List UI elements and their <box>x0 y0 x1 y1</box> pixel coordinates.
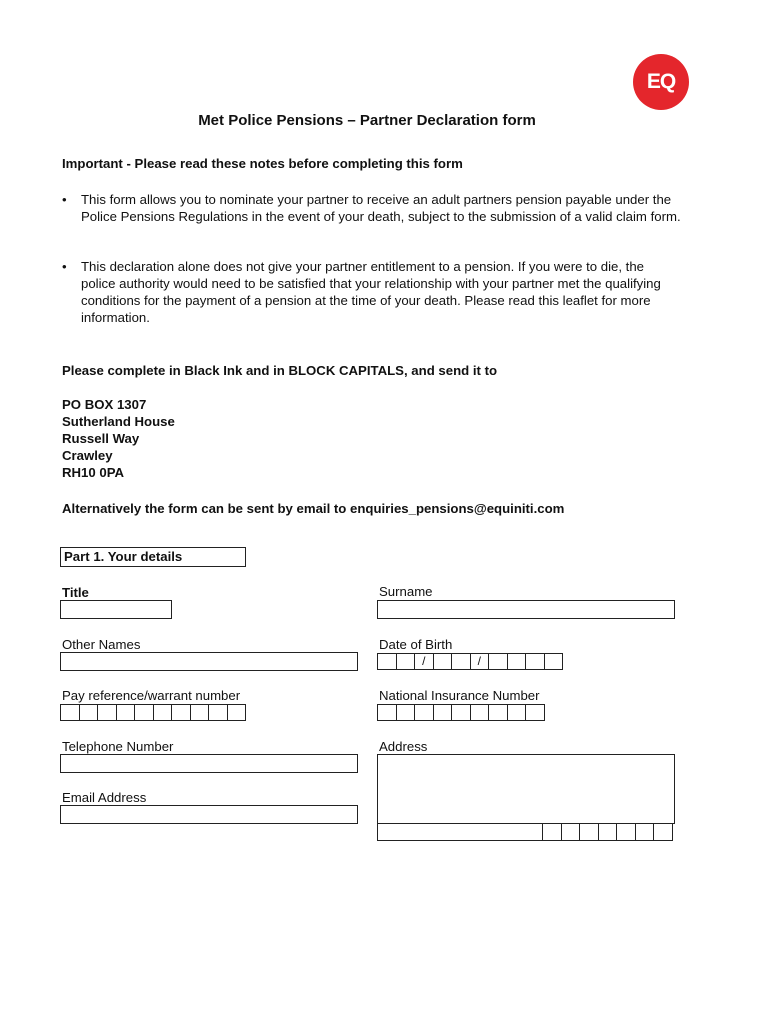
email-input[interactable] <box>60 805 358 824</box>
postcode-cell[interactable] <box>599 824 618 840</box>
title-input[interactable] <box>60 600 172 619</box>
pay-ref-cell[interactable] <box>61 705 80 720</box>
note-bullet-2 <box>62 258 672 328</box>
ni-cell[interactable] <box>434 705 453 720</box>
postcode-label-box <box>377 823 543 841</box>
address-line: Sutherland House <box>62 414 175 429</box>
dob-cell[interactable] <box>489 654 508 669</box>
ni-cell[interactable] <box>397 705 416 720</box>
surname-label: Surname <box>379 584 433 599</box>
other-names-input[interactable] <box>60 652 358 671</box>
address-line: Russell Way <box>62 431 140 446</box>
part1-heading: Part 1. Your details <box>60 547 246 567</box>
important-heading: Important - Please read these notes before completing this form <box>62 156 463 171</box>
address-line: PO BOX 1307 <box>62 397 147 412</box>
bullet-symbol: • <box>62 192 67 207</box>
dob-label: Date of Birth <box>379 637 453 652</box>
email-note: Alternatively the form can be sent by email to enquiries_pensions@equiniti.com <box>62 501 565 516</box>
pay-ref-label: Pay reference/warrant number <box>62 688 241 703</box>
ni-cell[interactable] <box>471 705 490 720</box>
note-text: This declaration alone does not give your partner entitlement to a pension. If you were to die, the police authority would need to be satisfied that your relationship with your partner met the qualifying conditions for the payment of a pension at the time of your death. Please read this leaflet for more information. <box>81 259 661 325</box>
ni-cell[interactable] <box>378 705 397 720</box>
dob-cell[interactable] <box>545 654 564 669</box>
address-line: RH10 0PA <box>62 465 125 480</box>
note-bullet-1 <box>62 191 681 243</box>
dob-separator: / <box>415 654 434 669</box>
dob-cell[interactable] <box>526 654 545 669</box>
form-title: Met Police Pensions – Partner Declaration form <box>198 112 536 129</box>
postcode-cell[interactable] <box>580 824 599 840</box>
instructions-text: Please complete in Black Ink and in BLOCK CAPITALS, and send it to <box>62 363 498 378</box>
address-input[interactable] <box>377 754 675 824</box>
dob-cell[interactable] <box>434 654 453 669</box>
other-names-label: Other Names <box>62 637 141 652</box>
telephone-input[interactable] <box>60 754 358 773</box>
pay-ref-cell[interactable] <box>209 705 228 720</box>
email-label: Email Address <box>62 790 147 805</box>
pay-ref-input[interactable] <box>60 704 246 721</box>
pay-ref-cell[interactable] <box>172 705 191 720</box>
ni-cell[interactable] <box>508 705 527 720</box>
pay-ref-cell[interactable] <box>80 705 99 720</box>
dob-input[interactable] <box>377 653 563 670</box>
title-label: Title <box>62 585 89 600</box>
bullet-symbol: • <box>62 259 67 274</box>
pay-ref-cell[interactable] <box>154 705 173 720</box>
dob-cell[interactable] <box>397 654 416 669</box>
note-text: This form allows you to nominate your partner to receive an adult partners pension payable under the Police Pensions Regulations in the event of your death, subject to the submission of a valid claim form. <box>81 192 681 224</box>
surname-input[interactable] <box>377 600 675 619</box>
telephone-label: Telephone Number <box>62 739 174 754</box>
address-line: Crawley <box>62 448 113 463</box>
ni-cell[interactable] <box>526 705 545 720</box>
equiniti-logo: EQ <box>633 54 689 110</box>
pay-ref-cell[interactable] <box>135 705 154 720</box>
dob-separator: / <box>471 654 490 669</box>
pay-ref-cell[interactable] <box>228 705 247 720</box>
ni-label: National Insurance Number <box>379 688 540 703</box>
dob-cell[interactable] <box>452 654 471 669</box>
ni-cell[interactable] <box>452 705 471 720</box>
ni-cell[interactable] <box>415 705 434 720</box>
postal-address <box>62 396 175 481</box>
ni-input[interactable] <box>377 704 545 721</box>
dob-cell[interactable] <box>508 654 527 669</box>
pay-ref-cell[interactable] <box>117 705 136 720</box>
pay-ref-cell[interactable] <box>191 705 210 720</box>
ni-cell[interactable] <box>489 705 508 720</box>
postcode-cell[interactable] <box>562 824 581 840</box>
dob-cell[interactable] <box>378 654 397 669</box>
postcode-cell[interactable] <box>617 824 636 840</box>
postcode-cell[interactable] <box>543 824 562 840</box>
address-label: Address <box>379 739 428 754</box>
pay-ref-cell[interactable] <box>98 705 117 720</box>
postcode-cell[interactable] <box>636 824 655 840</box>
postcode-cell[interactable] <box>654 824 673 840</box>
postcode-input[interactable] <box>542 823 673 841</box>
